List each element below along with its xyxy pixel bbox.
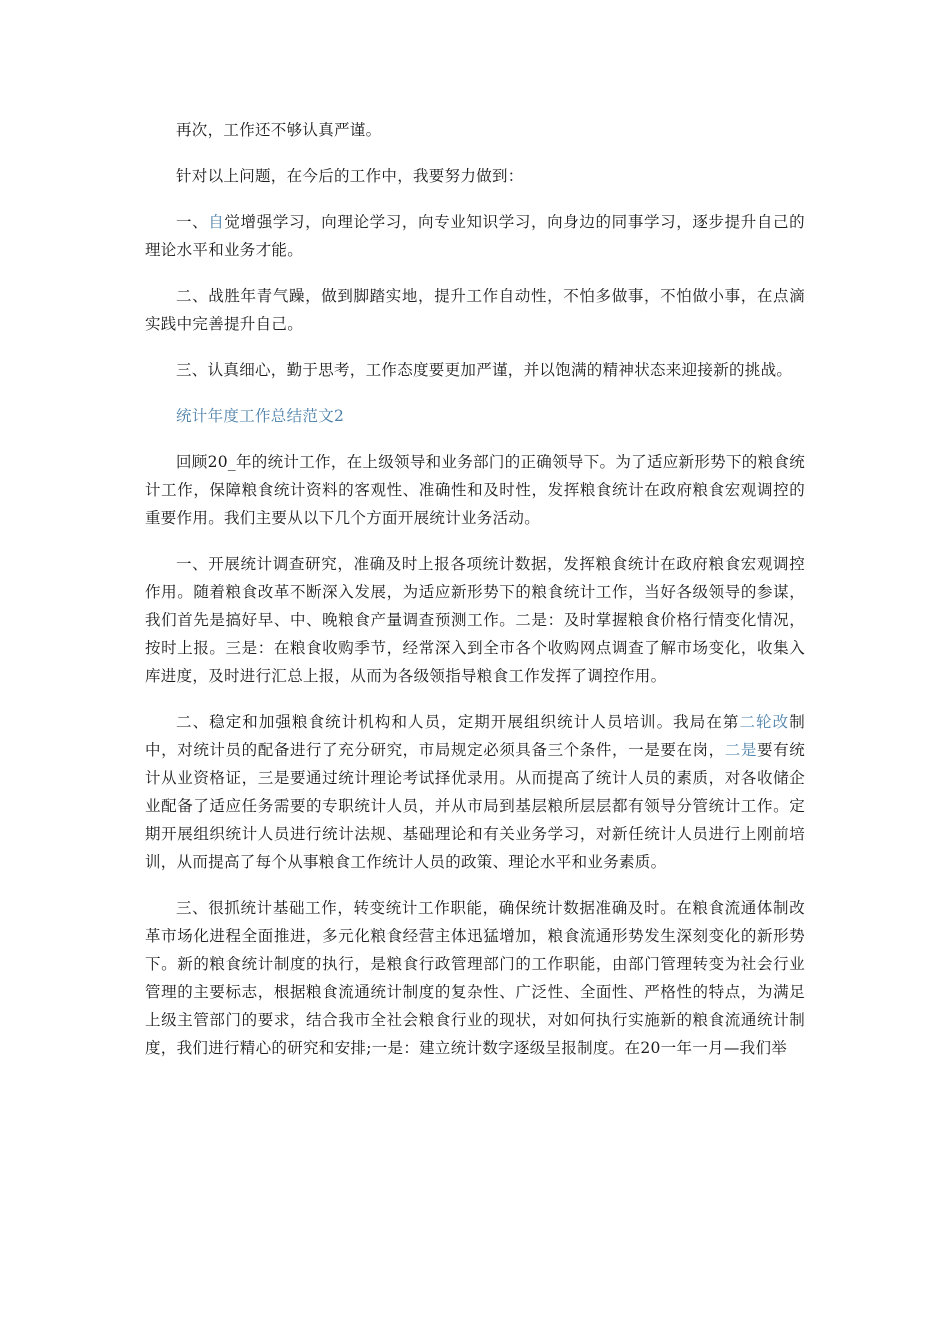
paragraph-3: [145, 208, 805, 264]
inline-link[interactable]: 二轮改: [739, 713, 790, 731]
paragraph-7: 一、开展统计调查研究，准确及时上报各项统计数据，发挥粮食统计在政府粮食宏观调控作用。随着粮食改革不断深入发展，为适应新形势下的粮食统计工作，当好各级领导的参谋，我们首先是搞好早、中、晚粮食产量调查预测工作。二是：及时掌握粮食价格行情变化情况，按时上报。三是：在粮食收购季节，经常深入到全市各个收购网点调查了解市场变化，收集入库进度，及时进行汇总上报，从而为各级领指导粮食工作发挥了调控作用。: [145, 555, 805, 685]
paragraph-8: [145, 708, 805, 876]
paragraph-3-prefix: 一、: [176, 213, 209, 231]
inline-link[interactable]: 二是: [724, 741, 757, 759]
paragraph-1: 再次，工作还不够认真严谨。: [176, 121, 382, 139]
paragraph-2: 针对以上问题，在今后的工作中，我要努力做到：: [176, 167, 524, 185]
paragraph-6: 回顾20_年的统计工作，在上级领导和业务部门的正确领导下。为了适应新形势下的粮食统计工作，保障粮食统计资料的客观性、准确性和及时性，发挥粮食统计在政府粮食宏观调控的重要作用。我们主要从以下几个方面开展统计业务活动。: [145, 453, 805, 527]
paragraph-8-body: 要有统计从业资格证，三是要通过统计理论考试择优录用。从而提高了统计人员的素质，对各收储企业配备了适应任务需要的专职统计人员，并从市局到基层粮所层层都有领导分管统计工作。定期开展组织统计人员进行统计法规、基础理论和有关业务学习，对新任统计人员进行上刚前培训，从而提高了每个从事粮食工作统计人员的政策、理论水平和业务素质。: [145, 741, 805, 871]
paragraph-9: 三、很抓统计基础工作，转变统计工作职能，确保统计数据准确及时。在粮食流通体制改革市场化进程全面推进，多元化粮食经营主体迅猛增加，粮食流通形势发生深刻变化的新形势下。新的粮食统计制度的执行，是粮食行政管理部门的工作职能，由部门管理转变为社会行业管理的主要标志，根据粮食流通统计制度的复杂性、广泛性、全面性、严格性的特点，为满足上级主管部门的要求，结合我市全社会粮食行业的现状，对如何执行实施新的粮食流通统计制度，我们进行精心的研究和安排;一是：建立统计数字逐级呈报制度。在20一年一月—我们举: [145, 899, 805, 1057]
paragraph-8-middle: 制中，对统计员的配备进行了充分研究，市局规定必须具备三个条件，一是要在岗，: [145, 713, 805, 759]
paragraph-8-prefix: 二、稳定和加强粮食统计机构和人员，定期开展组织统计人员培训。我局在第: [176, 713, 740, 731]
paragraph-3-body: 觉增强学习，向理论学习，向专业知识学习，向身边的同事学习，逐步提升自己的理论水平和业务才能。: [145, 213, 805, 259]
inline-link[interactable]: 自: [208, 213, 225, 231]
paragraph-4: 二、战胜年青气躁，做到脚踏实地，提升工作自动性，不怕多做事，不怕做小事，在点滴实践中完善提升自己。: [145, 287, 805, 333]
paragraph-5: 三、认真细心，勤于思考，工作态度要更加严谨，并以饱满的精神状态来迎接新的挑战。: [176, 361, 793, 379]
section-heading[interactable]: 统计年度工作总结范文2: [176, 407, 345, 425]
